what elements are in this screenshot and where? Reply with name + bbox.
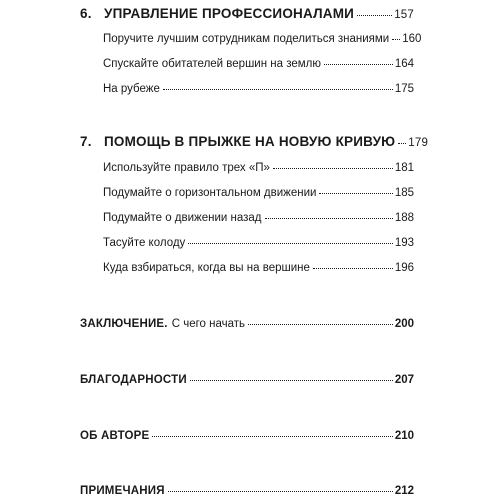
chapter-title: ПОМОЩЬ В ПРЫЖКЕ НА НОВУЮ КРИВУЮ bbox=[104, 134, 396, 149]
dot-leader bbox=[398, 143, 406, 144]
page-number: 164 bbox=[394, 58, 414, 70]
section-subtitle: С чего начать bbox=[171, 318, 246, 330]
page-number: 179 bbox=[408, 137, 429, 149]
dot-leader bbox=[188, 243, 393, 244]
page-number: 188 bbox=[394, 212, 414, 224]
entry-title: На рубеже bbox=[103, 83, 160, 95]
dot-leader bbox=[163, 89, 393, 90]
toc-about-author bbox=[80, 431, 414, 443]
toc-entry bbox=[103, 33, 422, 46]
toc-acknowledgments bbox=[80, 375, 414, 387]
entry-title: Куда взбираться, когда вы на вершине bbox=[103, 262, 310, 274]
toc-conclusion bbox=[80, 319, 414, 331]
page-number: 157 bbox=[394, 9, 414, 21]
dot-leader bbox=[168, 491, 393, 492]
dot-leader bbox=[357, 15, 392, 16]
chapter-number: 7. bbox=[80, 134, 92, 149]
page-number: 207 bbox=[394, 374, 414, 386]
dot-leader bbox=[313, 268, 393, 269]
toc-entry bbox=[103, 84, 414, 96]
toc-entry bbox=[103, 238, 414, 250]
page-number: 196 bbox=[394, 262, 414, 274]
chapter-number: 6. bbox=[80, 6, 92, 21]
dot-leader bbox=[248, 324, 393, 325]
toc-chapter-6 bbox=[80, 7, 414, 22]
toc-entry bbox=[103, 188, 414, 200]
section-title: БЛАГОДАРНОСТИ bbox=[80, 374, 187, 386]
entry-title: Подумайте о горизонтальном движении bbox=[103, 187, 317, 199]
entry-title: Спускайте обитателей вершин на землю bbox=[103, 58, 321, 70]
page-number: 200 bbox=[394, 318, 414, 330]
section-title: ОБ АВТОРЕ bbox=[80, 430, 150, 442]
page-number: 210 bbox=[394, 430, 414, 442]
dot-leader bbox=[392, 39, 400, 40]
section-title: ПРИМЕЧАНИЯ bbox=[80, 485, 165, 497]
dot-leader bbox=[273, 168, 393, 169]
dot-leader bbox=[324, 64, 393, 65]
toc-notes bbox=[80, 486, 414, 498]
toc-chapter-7 bbox=[80, 134, 429, 150]
page-number: 185 bbox=[394, 187, 414, 199]
dot-leader bbox=[265, 218, 393, 219]
page-number: 175 bbox=[394, 83, 414, 95]
entry-title: Используйте правило трех «П» bbox=[103, 162, 270, 174]
page-number: 212 bbox=[394, 485, 414, 497]
toc-entry bbox=[103, 263, 414, 275]
entry-title: Подумайте о движении назад bbox=[103, 212, 262, 224]
page-number: 193 bbox=[394, 237, 414, 249]
dot-leader bbox=[152, 436, 392, 437]
toc-entry bbox=[103, 213, 414, 225]
entry-title: Тасуйте колоду bbox=[103, 237, 186, 249]
entry-title: Поручите лучшим сотрудникам поделиться знаниями bbox=[103, 33, 390, 45]
dot-leader bbox=[319, 193, 392, 194]
page-number: 181 bbox=[394, 162, 414, 174]
page-number: 160 bbox=[402, 33, 422, 45]
chapter-title: УПРАВЛЕНИЕ ПРОФЕССИОНАЛАМИ bbox=[104, 6, 355, 21]
section-title: ЗАКЛЮЧЕНИЕ. bbox=[80, 318, 168, 330]
toc-entry bbox=[103, 59, 414, 71]
toc-entry bbox=[103, 163, 414, 175]
dot-leader bbox=[190, 380, 393, 381]
